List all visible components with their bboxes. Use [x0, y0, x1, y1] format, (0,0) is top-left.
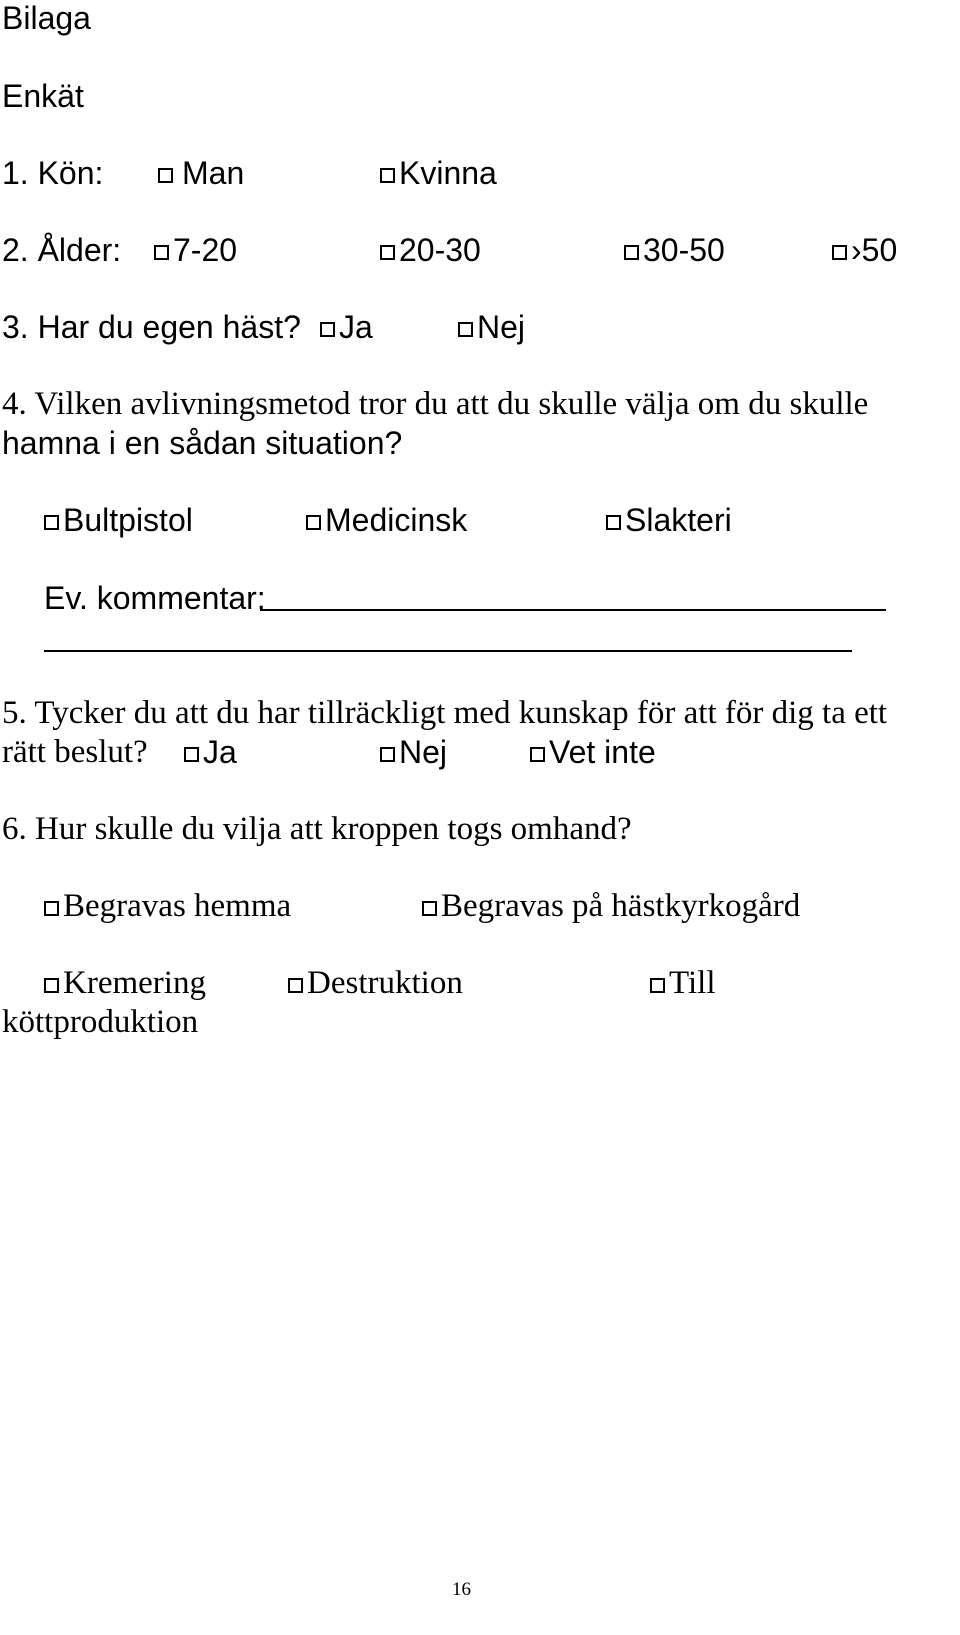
q6-option-label: Destruktion	[307, 965, 463, 1001]
checkbox-icon[interactable]	[530, 747, 545, 762]
checkbox-icon[interactable]	[380, 245, 395, 260]
q1-label: 1. Kön:	[2, 155, 104, 191]
q2-label: 2. Ålder:	[2, 232, 122, 268]
q6-option-label: Begravas hemma	[63, 888, 292, 924]
checkbox-icon[interactable]	[154, 245, 169, 260]
q6-option-begravas-hastkyrkogard[interactable]	[422, 890, 800, 923]
checkbox-icon[interactable]	[288, 978, 303, 993]
q2-option-30-50[interactable]	[624, 234, 725, 266]
q4-text-line2: hamna i en sådan situation?	[2, 425, 403, 461]
q4-option-label: Medicinsk	[325, 502, 468, 538]
q4-text-line1: 4. Vilken avlivningsmetod tror du att du skulle välja om du skulle	[2, 386, 869, 422]
q2-option-over-50[interactable]	[832, 234, 897, 266]
q4-option-slakteri[interactable]	[606, 504, 732, 536]
q5-option-label: Ja	[203, 734, 237, 770]
appendix-label: Bilaga	[2, 0, 91, 36]
q6-option-begravas-hemma[interactable]	[44, 890, 291, 923]
q1-option-label: Kvinna	[399, 155, 497, 191]
q5-option-ja[interactable]	[184, 736, 237, 768]
q2-option-7-20[interactable]	[154, 234, 237, 266]
q3-label: 3. Har du egen häst?	[2, 309, 301, 345]
page-number: 16	[452, 1579, 471, 1600]
q5-option-vet-inte[interactable]	[530, 736, 656, 768]
q4-option-medicinsk[interactable]	[306, 504, 467, 536]
q6-label: 6. Hur skulle du vilja att kroppen togs omhand?	[2, 811, 632, 847]
q1-option-man[interactable]	[158, 157, 244, 189]
checkbox-icon[interactable]	[184, 747, 199, 762]
q6-option-wrap-text: köttproduktion	[2, 1004, 199, 1040]
q6-option-till-kottproduktion[interactable]	[650, 967, 716, 1000]
checkbox-icon[interactable]	[44, 901, 59, 916]
q5-option-label: Nej	[399, 734, 448, 770]
q2-option-20-30[interactable]	[380, 234, 481, 266]
checkbox-icon[interactable]	[44, 978, 59, 993]
checkbox-icon[interactable]	[458, 322, 473, 337]
q4-option-label: Slakteri	[625, 502, 732, 538]
q5-text-line2: rätt beslut?	[2, 734, 148, 770]
q5-option-label: Vet inte	[549, 734, 656, 770]
checkbox-icon[interactable]	[380, 168, 395, 183]
checkbox-icon[interactable]	[606, 515, 621, 530]
q6-option-kremering[interactable]	[44, 967, 206, 1000]
q1-option-kvinna[interactable]	[380, 157, 497, 189]
survey-title: Enkät	[2, 78, 84, 114]
comment-line-1[interactable]	[260, 609, 886, 611]
q4-option-label: Bultpistol	[63, 502, 193, 538]
checkbox-icon[interactable]	[422, 901, 437, 916]
q5-text-line1: 5. Tycker du att du har tillräckligt med kunskap för att för dig ta ett	[2, 695, 888, 731]
q6-option-label: Begravas på hästkyrkogård	[441, 888, 801, 924]
q3-option-label: Nej	[477, 309, 526, 345]
checkbox-icon[interactable]	[650, 978, 665, 993]
checkbox-icon[interactable]	[380, 747, 395, 762]
q4-option-bultpistol[interactable]	[44, 504, 193, 536]
q6-option-label: Kremering	[63, 965, 206, 1001]
q4-comment-label: Ev. kommentar:	[44, 580, 266, 616]
q1-option-label: Man	[182, 155, 245, 191]
checkbox-icon[interactable]	[306, 515, 321, 530]
q6-option-label: Till	[669, 965, 716, 1001]
q2-option-label: 7-20	[173, 232, 238, 268]
checkbox-icon[interactable]	[832, 245, 847, 260]
q2-option-label: 30-50	[643, 232, 725, 268]
checkbox-icon[interactable]	[158, 168, 173, 183]
q2-option-label: ›50	[851, 232, 898, 268]
q3-option-label: Ja	[339, 309, 373, 345]
checkbox-icon[interactable]	[44, 515, 59, 530]
q2-option-label: 20-30	[399, 232, 481, 268]
checkbox-icon[interactable]	[320, 322, 335, 337]
q3-option-nej[interactable]	[458, 311, 525, 343]
q3-option-ja[interactable]	[320, 311, 373, 343]
checkbox-icon[interactable]	[624, 245, 639, 260]
q5-option-nej[interactable]	[380, 736, 447, 768]
comment-line-2[interactable]	[44, 650, 852, 652]
q6-option-destruktion[interactable]	[288, 967, 463, 1000]
